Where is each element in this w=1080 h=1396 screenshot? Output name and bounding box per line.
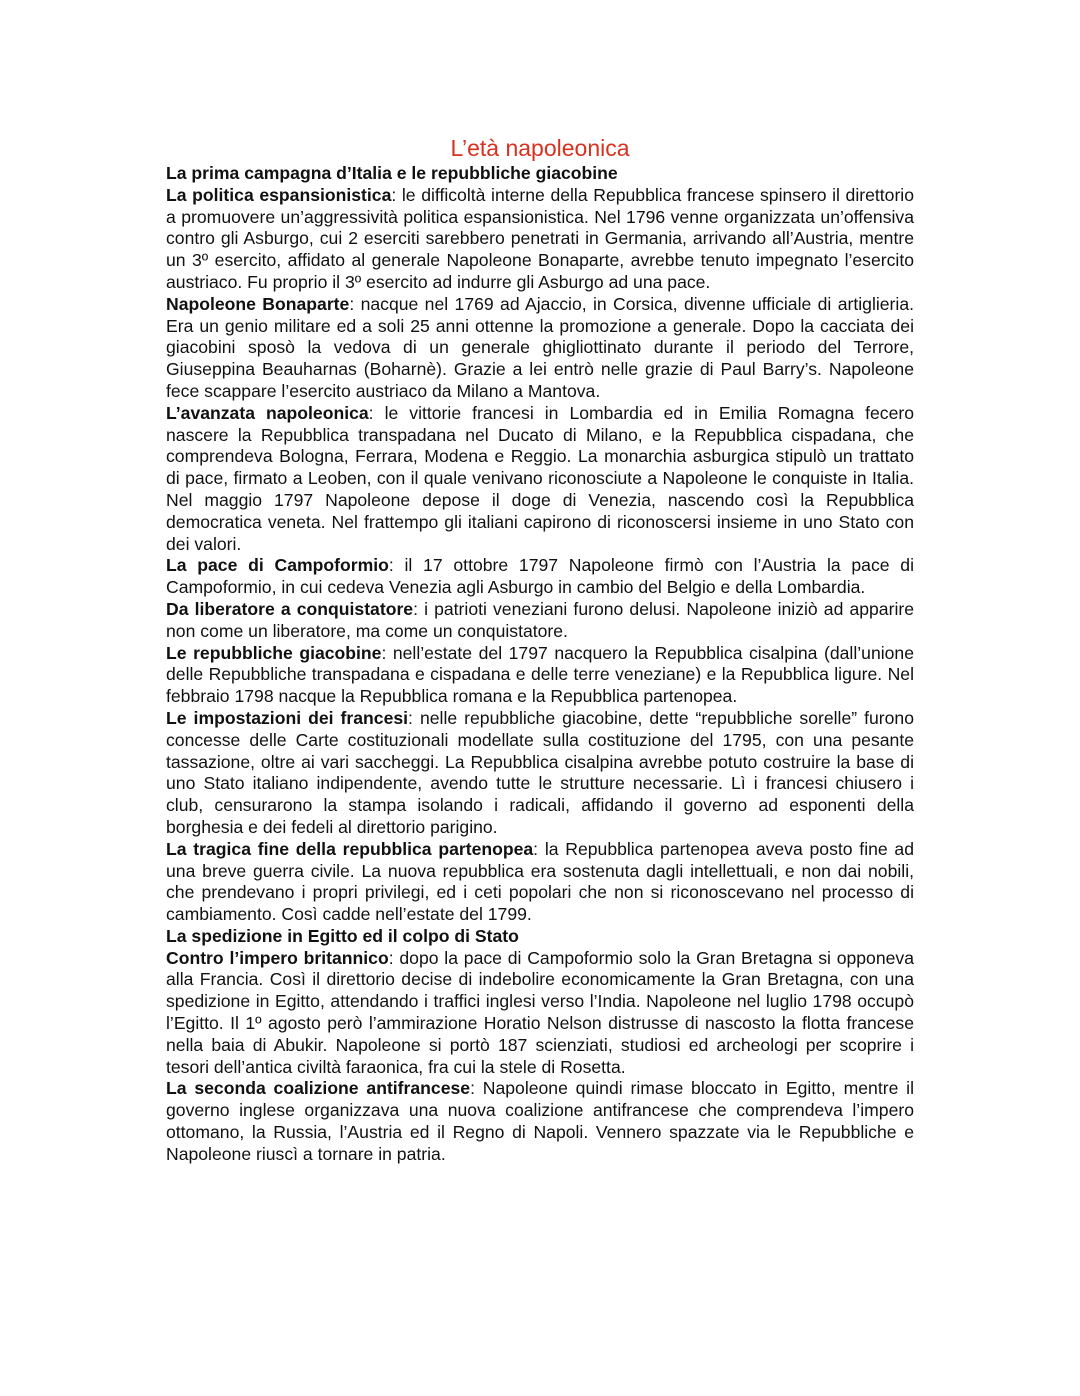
- paragraph-term: Le impostazioni dei francesi: [166, 707, 409, 728]
- paragraph-text: : la Repubblica partenopea aveva posto fine ad una breve guerra civile. La nuova repubblica era sostenuta dagli intellettuali, e non dai nobili, che prendevano i propri privilegi, ed i ceti popolari che non si riconoscevano nel processo di cambiamento. Così cadde nell’estate del 1799.: [166, 838, 915, 925]
- paragraph-term: L’avanzata napoleonica: [166, 402, 369, 423]
- paragraph-term: La politica espansionistica: [166, 184, 392, 205]
- paragraph: [166, 555, 914, 599]
- paragraph-text: : i patrioti veneziani furono delusi. Napoleone iniziò ad apparire non come un liberatore, ma come un conquistatore.: [166, 598, 915, 641]
- paragraph-term: Napoleone Bonaparte: [166, 293, 350, 314]
- document-page: [166, 134, 914, 1166]
- paragraph-text: : nell’estate del 1797 nacquero la Repubblica cisalpina (dall’unione delle Repubbliche transpadana e cispadana e delle terre veneziane) e la Repubblica ligure. Nel febbraio 1798 nacque la Repubblica romana e la Repubblica partenopea.: [166, 642, 914, 707]
- paragraph-term: Da liberatore a conquistatore: [166, 598, 414, 619]
- paragraph: [166, 403, 914, 556]
- paragraph: [166, 839, 914, 926]
- paragraph: [166, 1078, 914, 1165]
- paragraph-term: La pace di Campoformio: [166, 555, 389, 576]
- paragraph: [166, 948, 914, 1079]
- paragraph: [166, 294, 914, 403]
- section-heading: La spedizione in Egitto ed il colpo di Stato: [166, 925, 519, 946]
- paragraph-term: La seconda coalizione antifrancese: [166, 1078, 471, 1099]
- document-title: L’età napoleonica: [450, 135, 630, 161]
- paragraph-text: : Napoleone quindi rimase bloccato in Egitto, mentre il governo inglese organizzava una nuova coalizione antifrancese che comprendeva l’impero ottomano, la Russia, l’Austria ed il Regno di Napoli. Vennero spazzate via le Repubbliche e Napoleone riuscì a tornare in patria.: [166, 1078, 914, 1164]
- paragraph: [166, 708, 914, 839]
- paragraph-text: : le difficoltà interne della Repubblica francese spinsero il direttorio a promuovere un’aggressività politica espansionistica. Nel 1796 venne organizzata un’offensiva contro gli Asburgo, cui 2 eserciti sarebbero penetrati in Germania, arrivando all’Austria, mentre un 3º esercito, affidato al generale Napoleone Bonaparte, avrebbe tenuto impegnato l’esercito austriaco. Fu proprio il 3º esercito ad indurre gli Asburgo ad una pace.: [166, 184, 915, 292]
- paragraph: [166, 643, 914, 708]
- paragraph-text: : le vittorie francesi in Lombardia ed in Emilia Romagna fecero nascere la Repubblica transpadana nel Ducato di Milano, e la Repubblica cispadana, che comprendeva Bologna, Ferrara, Modena e Reggio. La monarchia asburgica stipulò un trattato di pace, firmato a Leoben, con il quale venivano riconosciute a Napoleone le conquiste in Italia. Nel maggio 1797 Napoleone depose il doge di Venezia, nascendo così la Repubblica democratica veneta. Nel frattempo gli italiani capirono di riconoscersi insieme in uno Stato con dei valori.: [166, 402, 915, 554]
- paragraph-text: : nelle repubbliche giacobine, dette “repubbliche sorelle” furono concesse delle Carte costituzionali modellate sulla costituzione del 1795, con una pesante tassazione, oltre ai vari saccheggi. La Repubblica cisalpina avrebbe potuto costruire la base di uno Stato italiano indipendente, avendo tutte le strutture necessarie. Lì i francesi chiusero i club, censurarono la stampa isolando i radicali, affidando il governo ad esponenti della borghesia e dei fedeli al direttorio parigino.: [166, 707, 915, 837]
- paragraph-term: La tragica fine della repubblica partenopea: [166, 838, 534, 859]
- paragraph: [166, 599, 914, 643]
- paragraph-term: Contro l’impero britannico: [166, 947, 389, 968]
- paragraph-term: Le repubbliche giacobine: [166, 642, 382, 663]
- paragraph-text: : nacque nel 1769 ad Ajaccio, in Corsica, divenne ufficiale di artiglieria. Era un genio militare ed a soli 25 anni ottenne la promozione a generale. Dopo la cacciata dei giacobini sposò la vedova di un generale ghigliottinato durante il periodo del Terrore, Giuseppina Beauharnas (Boharnè). Grazie a lei entrò nelle grazie di Paul Barry’s. Napoleone fece scappare l’esercito austriaco da Milano a Mantova.: [166, 293, 914, 401]
- paragraph-text: : il 17 ottobre 1797 Napoleone firmò con l’Austria la pace di Campoformio, in cui cedeva Venezia agli Asburgo in cambio del Belgio e della Lombardia.: [166, 555, 914, 598]
- paragraph-text: : dopo la pace di Campoformio solo la Gran Bretagna si opponeva alla Francia. Così il direttorio decise di indebolire economicamente la Gran Bretagna, con una spedizione in Egitto, attendando i traffici inglesi verso l’India. Napoleone nel luglio 1798 occupò l’Egitto. Il 1º agosto però l’ammirazione Horatio Nelson distrusse di nascosto la flotta francese nella baia di Abukir. Napoleone si portò 187 scienziati, studiosi ed archeologi per scoprire i tesori dell’antica civiltà faraonica, fra cui la stele di Rosetta.: [166, 947, 914, 1077]
- paragraph: [166, 185, 914, 294]
- section-heading: La prima campagna d’Italia e le repubbliche giacobine: [166, 163, 618, 183]
